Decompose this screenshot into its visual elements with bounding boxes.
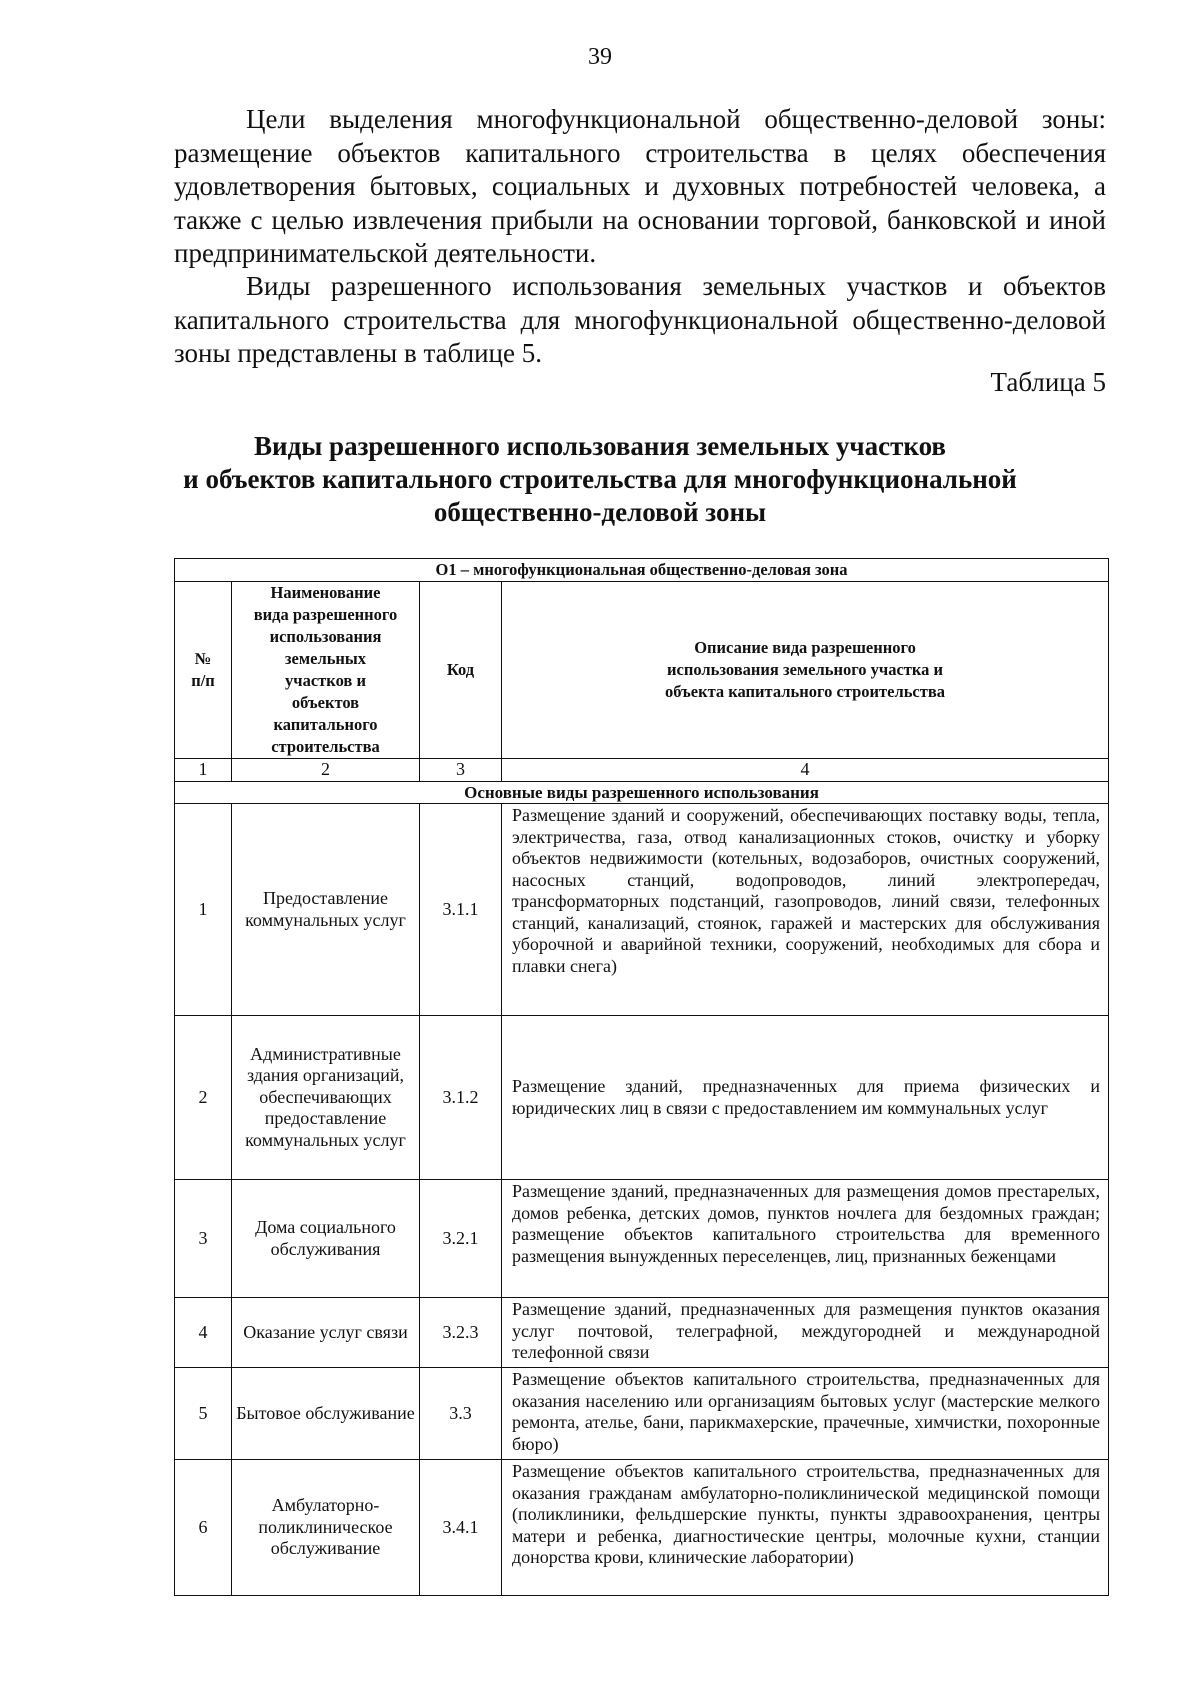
header-description: Описание вида разрешенного использования земельного участка и объекта капитального строительства	[502, 582, 1109, 759]
row-num: 5	[175, 1368, 232, 1460]
header-num: № п/п	[175, 582, 232, 759]
zone-header-row	[175, 559, 1109, 582]
row-description: Размещение зданий и сооружений, обеспечивающих поставку воды, тепла, электричества, газа, отвод канализационных стоков, очистку и уборку объектов недвижимости (котельных, водозаборов, очистных сооружений, насосных станций, водопроводов, линий электропередач, трансформаторных подстанций, газопроводов, линий связи, телефонных станций, канализаций, стоянок, гаражей и мастерских для обслуживания уборочной и аварийной техники, сооружений, необходимых для сбора и плавки снега)	[502, 804, 1109, 1016]
row-description: Размещение объектов капитального строительства, предназначенных для оказания гражданам амбулаторно-поликлинической медицинской помощи (поликлиники, фельдшерские пункты, пункты здравоохранения, центры матери и ребенка, диагностические центры, молочные кухни, станции донорства крови, клинические лаборатории)	[502, 1460, 1109, 1596]
row-description: Размещение объектов капитального строительства, предназначенных для оказания населению или организациям бытовых услуг (мастерские мелкого ремонта, ателье, бани, парикмахерские, прачечные, химчистки, похоронные бюро)	[502, 1368, 1109, 1460]
row-name: Предоставление коммунальных услуг	[232, 804, 420, 1016]
row-description: Размещение зданий, предназначенных для размещения домов престарелых, домов ребенка, детских домов, пунктов ночлега для бездомных граждан; размещение объектов капитального строительства для временного размещения вынужденных переселенцев, лиц, признанных беженцами	[502, 1180, 1109, 1298]
zone-header: О1 – многофункциональная общественно-деловая зона	[175, 559, 1109, 582]
row-num: 1	[175, 804, 232, 1016]
row-code: 3.3	[420, 1368, 502, 1460]
table-row	[175, 1180, 1109, 1298]
row-num: 4	[175, 1298, 232, 1368]
row-code: 3.4.1	[420, 1460, 502, 1596]
paragraph: Виды разрешенного использования земельных участков и объектов капитального строительства для многофункциональной общественно-деловой зоны представлены в таблице 5.	[174, 271, 1106, 368]
table-row	[175, 1460, 1109, 1596]
row-description: Размещение зданий, предназначенных для размещения пунктов оказания услуг почтовой, телеграфной, междугородней и международной телефонной связи	[502, 1298, 1109, 1368]
row-num: 6	[175, 1460, 232, 1596]
land-use-table	[174, 558, 1109, 1596]
row-num: 3	[175, 1180, 232, 1298]
page-number: 39	[588, 44, 612, 70]
header-code: Код	[420, 582, 502, 759]
section-title: Основные виды разрешенного использования	[175, 781, 1109, 804]
table-title-line: общественно-деловой зоны	[433, 497, 767, 527]
column-number: 4	[502, 759, 1109, 782]
column-number-row	[175, 759, 1109, 782]
table-caption: Таблица 5	[990, 367, 1106, 397]
row-name: Оказание услуг связи	[232, 1298, 420, 1368]
table-row	[175, 1016, 1109, 1180]
table-title-line: Виды разрешенного использования земельных участков	[254, 431, 946, 461]
table-title-line: и объектов капитального строительства для многофункциональной	[183, 464, 1017, 494]
header-row	[175, 582, 1109, 759]
table-row	[175, 804, 1109, 1016]
table-title	[120, 430, 1080, 529]
row-num: 2	[175, 1016, 232, 1180]
row-name: Административные здания организаций, обеспечивающих предоставление коммунальных услуг	[232, 1016, 420, 1180]
section-row	[175, 781, 1109, 804]
row-code: 3.1.1	[420, 804, 502, 1016]
column-number: 1	[175, 759, 232, 782]
row-code: 3.2.1	[420, 1180, 502, 1298]
row-code: 3.1.2	[420, 1016, 502, 1180]
header-name: Наименование вида разрешенного использования земельных участков и объектов капитального строительства	[232, 582, 420, 759]
row-name: Амбулаторно-поликлиническое обслуживание	[232, 1460, 420, 1596]
row-name: Дома социального обслуживания	[232, 1180, 420, 1298]
table-row	[175, 1298, 1109, 1368]
row-name: Бытовое обслуживание	[232, 1368, 420, 1460]
table-row	[175, 1368, 1109, 1460]
row-description: Размещение зданий, предназначенных для приема физических и юридических лиц в связи с предоставлением им коммунальных услуг	[502, 1016, 1109, 1180]
paragraph: Цели выделения многофункциональной общественно-деловой зоны: размещение объектов капитального строительства в целях обеспечения удовлетворения бытовых, социальных и духовных потребностей человека, а также с целью извлечения прибыли на основании торговой, банковской и иной предпринимательской деятельности.	[174, 104, 1106, 268]
row-code: 3.2.3	[420, 1298, 502, 1368]
column-number: 2	[232, 759, 420, 782]
column-number: 3	[420, 759, 502, 782]
